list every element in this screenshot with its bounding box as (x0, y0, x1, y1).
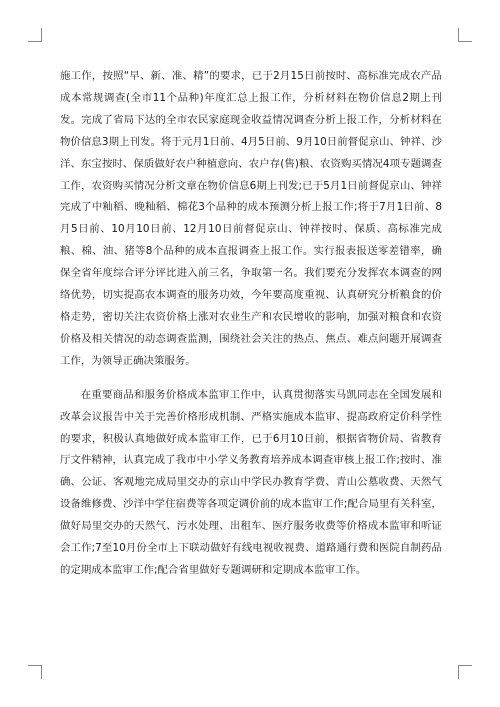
document-body (60, 66, 442, 582)
crop-mark-bottom-left (28, 665, 42, 679)
paragraph-cost-supervision: 在重要商品和服务价格成本监审工作中，认真贯彻落实马凯同志在全国发展和改革会议报告中关于完善价格形成机制、严格实施成本监审、提高政府定价科学性的要求，积极认真地做好成本监审工作，已于6月10日前，根据省物价局、省教育厅文件精神，认真完成了我市中小学义务教育培养成本调查审核上报工作;按时、准确、公证、客观地完成局里交办的京山中学民办教育学费、青山公墓收费、天然气设备维修费、沙洋中学住宿费等各项定调价前的成本监审工作;配合局里有关科室，做好局里交办的天然气、污水处理、出租车、医疗服务收费等价格成本监审和听证会工作;7至10月份全市上下联动做好有线电视收视费、道路通行费和医院自制药品的定期成本监审工作;配合省里做好专题调研和定期成本监审工作。 (60, 388, 442, 576)
crop-mark-top-left (28, 28, 42, 42)
crop-mark-bottom-right (458, 665, 472, 679)
paragraph-agricultural-cost-survey: 施工作，按照“早、新、准、精”的要求，已于2月15日前按时、高标准完成农产品成本常规调查(全市11个品种)年度汇总上报工作，分析材料在物价信息2期上刊发。完成了省局下达的全市农民家庭现金收益情况调查分析上报工作，分析材料在物价信息3期上刊发。将于元月1日前、4月5日前、9月10日前督促京山、钟祥、沙洋、东宝按时、保质做好农户种植意向、农户存(售)粮、农资购买情况4项专题调查工作，农资购买情况分析文章在物价信息6期上刊发;已于5月1日前督促京山、钟祥完成了中籼稻、晚籼稻、棉花3个品种的成本预测分析上报工作;将于7月1日前、8月5日前、10月10日前、12月10日前督促京山、钟祥按时、保质、高标准完成粮、棉、油、猪等8个品种的成本直报调查上报工作。实行报表报送零差错率，确保全省年度综合评分评比进入前三名，争取第一名。我们要充分发挥农本调查的网络优势，切实提高农本调查的服务功效，今年要高度重视、认真研究分析粮食的价格走势，密切关注农资价格上涨对农业生产和农民增收的影响，加强对粮食和农资价格及相关情况的动态调查监测，围绕社会关注的热点、焦点、难点问题开展调查工作，为领导正确决策服务。 (60, 70, 442, 367)
crop-mark-top-right (458, 28, 472, 42)
